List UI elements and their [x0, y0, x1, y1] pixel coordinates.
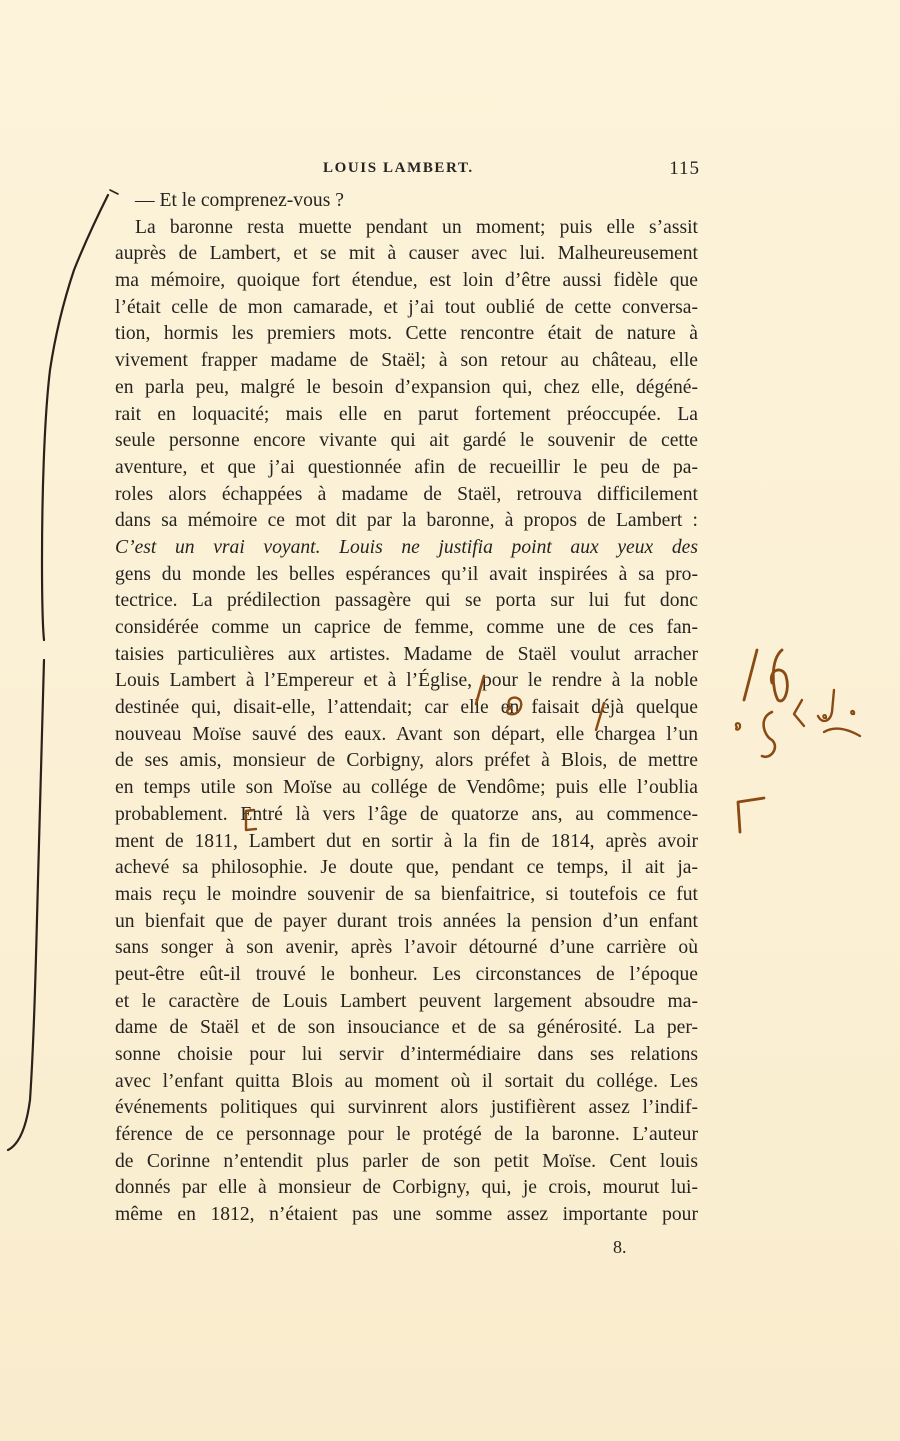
page-number: 115 — [669, 158, 700, 179]
text-line: vivement frapper madame de Staël; à son retour au château, elle — [115, 350, 698, 372]
text-line-italic-phrase: C’est un vrai voyant. Louis ne justifia point aux yeux des — [115, 536, 698, 558]
margin-mark-loop-1 — [771, 650, 787, 701]
text-line: en parla peu, malgré le besoin d’expansion qui, chez elle, dégéné- — [115, 376, 698, 398]
margin-bracket-line — [42, 195, 108, 640]
text-line: auprès de Lambert, et se mit à causer avec lui. Malheureusement — [115, 243, 698, 265]
text-line: de ses amis, monsieur de Corbigny, alors préfet à Blois, de mettre — [115, 750, 698, 772]
text-line: achevé sa philosophie. Je doute que, pendant ce temps, il ait ja- — [115, 857, 698, 879]
text-line: seule personne encore vivante qui ait gardé le souvenir de cette — [115, 430, 698, 452]
text-line: événements politiques qui survinrent alors justifièrent assez l’indif- — [115, 1097, 698, 1119]
text-line: rait en loquacité; mais elle en parut fortement préoccupée. La — [115, 403, 698, 425]
text-line: taisies particulières aux artistes. Madame de Staël voulut arracher — [115, 643, 698, 665]
text-line: donnés par elle à monsieur de Corbigny, qui, je crois, mourut lui- — [115, 1177, 698, 1199]
text-line: sans songer à son avenir, après l’avoir détourné d’une carrière où — [115, 937, 698, 959]
page-header — [115, 158, 700, 188]
margin-mark-dot — [736, 723, 740, 729]
text-line: dame de Staël et de son insouciance et de sa générosité. La per- — [115, 1017, 698, 1039]
text-line: l’était celle de mon camarade, et j’ai tout oublié de cette conversa- — [115, 296, 698, 318]
text-line: tectrice. La prédilection passagère qui se porta sur lui fut donc — [115, 590, 698, 612]
text-line: férence de ce personnage pour le protégé de la baronne. L’auteur — [115, 1124, 698, 1146]
text-line: gens du monde les belles espérances qu’il avait inspirées à sa pro- — [115, 563, 698, 585]
text-line: mais reçu le moindre souvenir de sa bienfaitrice, si toutefois ce fut — [115, 883, 698, 905]
text-line: ma mémoire, quoique fort étendue, est loin d’être aussi fidèle que — [115, 270, 698, 292]
text-line: même en 1812, n’étaient pas une somme assez importante pour — [115, 1204, 698, 1226]
text-line: destinée qui, disait-elle, l’attendait; car elle en faisait déjà quelque — [115, 697, 698, 719]
text-line: — Et le comprenez-vous ? — [135, 190, 344, 211]
margin-mark-underline — [824, 729, 860, 736]
signature-mark: 8. — [613, 1237, 627, 1257]
text-line: ment de 1811, Lambert dut en sortir à la fin de 1814, après avoir — [115, 830, 698, 852]
text-line: en temps utile son Moïse au collége de Vendôme; puis elle l’oublia — [115, 777, 698, 799]
text-line: probablement. Entré là vers l’âge de quatorze ans, au commence- — [115, 803, 698, 825]
margin-mark-slash-1 — [744, 650, 757, 700]
text-line: peut-être eût-il trouvé le bonheur. Les circonstances de l’époque — [115, 963, 698, 985]
margin-mark-bracket-open — [738, 798, 764, 832]
margin-mark-dot-3 — [823, 715, 826, 718]
body-text — [115, 188, 698, 1229]
text-line: un bienfait que de payer durant trois années la pension d’un enfant — [115, 910, 698, 932]
text-line: roles alors échappées à madame de Staël, retrouva difficilement — [115, 483, 698, 505]
text-line: nouveau Moïse sauvé des eaux. Avant son départ, elle chargea l’un — [115, 723, 698, 745]
text-line: La baronne resta muette pendant un moment; puis elle s’assit — [135, 216, 698, 238]
text-line: Louis Lambert à l’Empereur et à l’Église, pour le rendre à la noble — [115, 670, 698, 692]
text-line: et le caractère de Louis Lambert peuvent largement absoudre ma- — [115, 990, 698, 1012]
margin-mark-j — [818, 690, 834, 721]
margin-mark-bracket-right — [794, 700, 804, 726]
text-line: dans sa mémoire ce mot dit par la baronne, à propos de Lambert : — [115, 510, 698, 532]
text-line: avec l’enfant quitta Blois au moment où il sortait du collége. Les — [115, 1070, 698, 1092]
margin-bracket-line-lower — [8, 660, 44, 1150]
running-title: LOUIS LAMBERT. — [323, 160, 474, 176]
text-line: de Corinne n’entendit plus parler de son petit Moïse. Cent louis — [115, 1150, 698, 1172]
text-line: tion, hormis les premiers mots. Cette rencontre était de nature à — [115, 323, 698, 345]
text-line: sonne choisie pour lui servir d’intermédiaire dans ses relations — [115, 1044, 698, 1065]
text-line: considérée comme un caprice de femme, comme une de ces fan- — [115, 617, 698, 638]
margin-mark-dot-2 — [851, 711, 854, 714]
margin-mark-loop-2 — [762, 712, 775, 757]
text-line: aventure, et que j’ai questionnée afin de recueillir le peu de pa- — [115, 456, 698, 478]
